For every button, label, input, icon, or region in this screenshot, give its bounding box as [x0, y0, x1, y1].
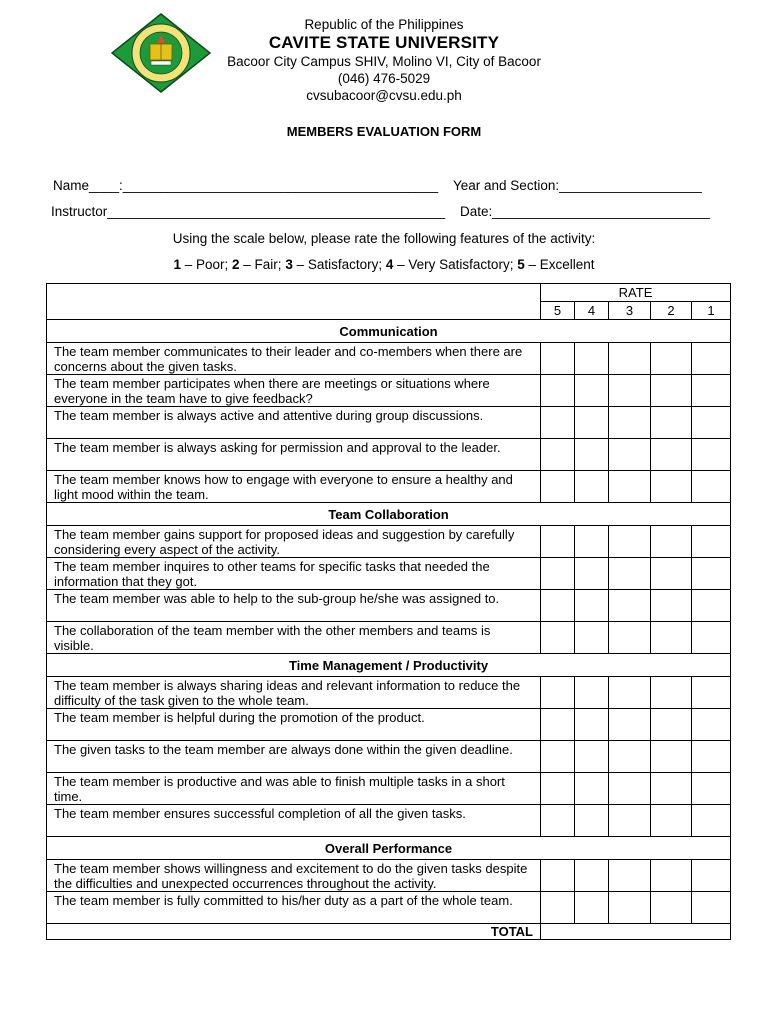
rating-cell-4[interactable]	[575, 741, 609, 773]
date-field[interactable]: Date:_____________________________	[460, 204, 711, 219]
criteria-row	[47, 741, 731, 773]
section-row	[47, 320, 731, 343]
rating-cell-3[interactable]	[609, 805, 651, 837]
scale-number: 3	[285, 257, 293, 272]
campus-address: Bacoor City Campus SHIV, Molino VI, City of Bacoor	[227, 54, 541, 69]
section-title: Communication	[47, 320, 731, 343]
rating-cell-5[interactable]	[541, 773, 575, 805]
rating-cell-2[interactable]	[651, 439, 692, 471]
rating-cell-2[interactable]	[651, 590, 692, 622]
rating-cell-3[interactable]	[609, 741, 651, 773]
rate-column-4: 4	[575, 302, 609, 320]
scale-label: – Poor;	[181, 257, 233, 272]
rate-header: RATE	[541, 284, 731, 302]
scale-number: 4	[385, 257, 394, 272]
total-row	[47, 924, 731, 940]
rate-column-5: 5	[541, 302, 575, 320]
rating-cell-5[interactable]	[541, 590, 575, 622]
rating-cell-4[interactable]	[575, 407, 609, 439]
rating-cell-2[interactable]	[651, 558, 692, 590]
rating-cell-3[interactable]	[609, 407, 651, 439]
university-header	[0, 16, 768, 104]
total-value-cell[interactable]	[541, 924, 731, 940]
rating-cell-5[interactable]	[541, 439, 575, 471]
rating-cell-3[interactable]	[609, 439, 651, 471]
criteria-text: The team member was able to help to the sub-group he/she was assigned to.	[47, 590, 541, 622]
rating-cell-1[interactable]	[692, 526, 731, 558]
rating-cell-2[interactable]	[651, 407, 692, 439]
rating-cell-1[interactable]	[692, 741, 731, 773]
rating-cell-5[interactable]	[541, 471, 575, 503]
rating-cell-1[interactable]	[692, 375, 731, 407]
criteria-header-cell	[47, 284, 541, 320]
rate-column-1: 1	[692, 302, 731, 320]
rating-cell-1[interactable]	[692, 407, 731, 439]
rating-cell-5[interactable]	[541, 892, 575, 924]
scale-label: – Satisfactory;	[292, 257, 386, 272]
criteria-text: The team member ensures successful completion of all the given tasks.	[47, 805, 541, 837]
rating-scale	[0, 257, 768, 272]
rating-cell-4[interactable]	[575, 471, 609, 503]
rating-cell-1[interactable]	[692, 860, 731, 892]
rating-cell-1[interactable]	[692, 773, 731, 805]
criteria-text: The team member inquires to other teams for specific tasks that needed the information that they got.	[47, 558, 541, 590]
rating-cell-4[interactable]	[575, 677, 609, 709]
rating-cell-4[interactable]	[575, 860, 609, 892]
rating-cell-2[interactable]	[651, 677, 692, 709]
rating-cell-4[interactable]	[575, 526, 609, 558]
criteria-text: The team member is always sharing ideas and relevant information to reduce the difficulty of the task given to the whole team.	[47, 677, 541, 709]
rating-cell-4[interactable]	[575, 892, 609, 924]
rating-cell-1[interactable]	[692, 677, 731, 709]
rating-cell-2[interactable]	[651, 526, 692, 558]
section-title: Overall Performance	[47, 837, 731, 860]
rating-cell-3[interactable]	[609, 709, 651, 741]
criteria-row	[47, 407, 731, 439]
scale-label: – Very Satisfactory;	[393, 257, 518, 272]
rating-cell-5[interactable]	[541, 407, 575, 439]
scale-label: – Excellent	[524, 257, 595, 272]
rating-cell-3[interactable]	[609, 590, 651, 622]
criteria-text: The team member is fully committed to his/her duty as a part of the whole team.	[47, 892, 541, 924]
criteria-row	[47, 526, 731, 558]
rating-cell-4[interactable]	[575, 773, 609, 805]
rating-cell-4[interactable]	[575, 590, 609, 622]
rating-cell-5[interactable]	[541, 558, 575, 590]
rating-cell-3[interactable]	[609, 471, 651, 503]
rating-cell-5[interactable]	[541, 805, 575, 837]
total-label: TOTAL	[47, 924, 541, 940]
rating-cell-3[interactable]	[609, 558, 651, 590]
rating-cell-1[interactable]	[692, 892, 731, 924]
section-row	[47, 654, 731, 677]
criteria-text: The team member is always active and attentive during group discussions.	[47, 407, 541, 439]
rating-cell-5[interactable]	[541, 709, 575, 741]
scale-number: 2	[232, 257, 240, 272]
criteria-row	[47, 439, 731, 471]
criteria-row	[47, 471, 731, 503]
rating-cell-1[interactable]	[692, 558, 731, 590]
criteria-text: The team member is helpful during the promotion of the product.	[47, 709, 541, 741]
rating-cell-5[interactable]	[541, 741, 575, 773]
rating-cell-5[interactable]	[541, 622, 575, 654]
rating-cell-2[interactable]	[651, 741, 692, 773]
rating-cell-3[interactable]	[609, 677, 651, 709]
university-name: CAVITE STATE UNIVERSITY	[268, 33, 500, 52]
criteria-text: The team member knows how to engage with everyone to ensure a healthy and light mood within the team.	[47, 471, 541, 503]
criteria-row	[47, 860, 731, 892]
rating-cell-3[interactable]	[609, 892, 651, 924]
rating-cell-1[interactable]	[692, 343, 731, 375]
evaluation-table	[46, 283, 731, 940]
rating-cell-2[interactable]	[651, 805, 692, 837]
rating-cell-5[interactable]	[541, 526, 575, 558]
rating-cell-1[interactable]	[692, 439, 731, 471]
rating-cell-5[interactable]	[541, 677, 575, 709]
rating-cell-1[interactable]	[692, 622, 731, 654]
criteria-text: The team member shows willingness and excitement to do the given tasks despite the difficulties and unexpected occurrences throughout the activity.	[47, 860, 541, 892]
rating-cell-5[interactable]	[541, 343, 575, 375]
rating-cell-5[interactable]	[541, 375, 575, 407]
criteria-row	[47, 892, 731, 924]
rate-column-2: 2	[651, 302, 692, 320]
section-row	[47, 837, 731, 860]
rating-cell-2[interactable]	[651, 622, 692, 654]
criteria-text: The team member gains support for proposed ideas and suggestion by carefully considering every aspect of the activity.	[47, 526, 541, 558]
name-field[interactable]: Name____:__________________________________________	[53, 178, 439, 193]
section-title: Team Collaboration	[47, 503, 731, 526]
scale-number: 5	[517, 257, 525, 272]
rating-cell-1[interactable]	[692, 709, 731, 741]
rating-cell-4[interactable]	[575, 558, 609, 590]
criteria-row	[47, 558, 731, 590]
criteria-text: The collaboration of the team member with the other members and teams is visible.	[47, 622, 541, 654]
criteria-row	[47, 709, 731, 741]
criteria-text: The given tasks to the team member are always done within the given deadline.	[47, 741, 541, 773]
rating-cell-3[interactable]	[609, 526, 651, 558]
email-address: cvsubacoor@cvsu.edu.ph	[306, 88, 462, 103]
criteria-row	[47, 375, 731, 407]
rate-column-3: 3	[609, 302, 651, 320]
instructions-text: Using the scale below, please rate the following features of the activity:	[172, 231, 596, 246]
rating-cell-2[interactable]	[651, 343, 692, 375]
rating-cell-3[interactable]	[609, 622, 651, 654]
criteria-row	[47, 590, 731, 622]
section-title: Time Management / Productivity	[47, 654, 731, 677]
year-section-field[interactable]: Year and Section:___________________	[453, 178, 702, 193]
scale-label: – Fair;	[239, 257, 286, 272]
form-title: MEMBERS EVALUATION FORM	[286, 124, 482, 139]
rating-cell-2[interactable]	[651, 375, 692, 407]
rating-cell-1[interactable]	[692, 471, 731, 503]
rating-cell-3[interactable]	[609, 773, 651, 805]
criteria-text: The team member participates when there are meetings or situations where everyone in the team have to give feedback?	[47, 375, 541, 407]
criteria-row	[47, 343, 731, 375]
rating-cell-4[interactable]	[575, 375, 609, 407]
republic-line: Republic of the Philippines	[304, 17, 464, 32]
rating-cell-4[interactable]	[575, 439, 609, 471]
criteria-row	[47, 677, 731, 709]
criteria-row	[47, 773, 731, 805]
rating-cell-1[interactable]	[692, 590, 731, 622]
rating-cell-1[interactable]	[692, 805, 731, 837]
phone-number: (046) 476-5029	[337, 71, 431, 86]
rating-cell-4[interactable]	[575, 622, 609, 654]
rating-cell-3[interactable]	[609, 375, 651, 407]
rating-cell-2[interactable]	[651, 773, 692, 805]
rating-cell-4[interactable]	[575, 709, 609, 741]
rating-cell-4[interactable]	[575, 805, 609, 837]
rating-cell-2[interactable]	[651, 892, 692, 924]
criteria-text: The team member is always asking for permission and approval to the leader.	[47, 439, 541, 471]
rating-cell-4[interactable]	[575, 343, 609, 375]
rating-cell-2[interactable]	[651, 471, 692, 503]
section-row	[47, 503, 731, 526]
rating-cell-5[interactable]	[541, 860, 575, 892]
criteria-text: The team member is productive and was able to finish multiple tasks in a short time.	[47, 773, 541, 805]
criteria-text: The team member communicates to their leader and co-members when there are concerns about the given tasks.	[47, 343, 541, 375]
instructor-field[interactable]: Instructor_____________________________________________	[51, 204, 446, 219]
criteria-row	[47, 622, 731, 654]
rating-cell-2[interactable]	[651, 709, 692, 741]
rating-cell-2[interactable]	[651, 860, 692, 892]
rating-cell-3[interactable]	[609, 860, 651, 892]
rating-cell-3[interactable]	[609, 343, 651, 375]
criteria-row	[47, 805, 731, 837]
scale-number: 1	[173, 257, 181, 272]
